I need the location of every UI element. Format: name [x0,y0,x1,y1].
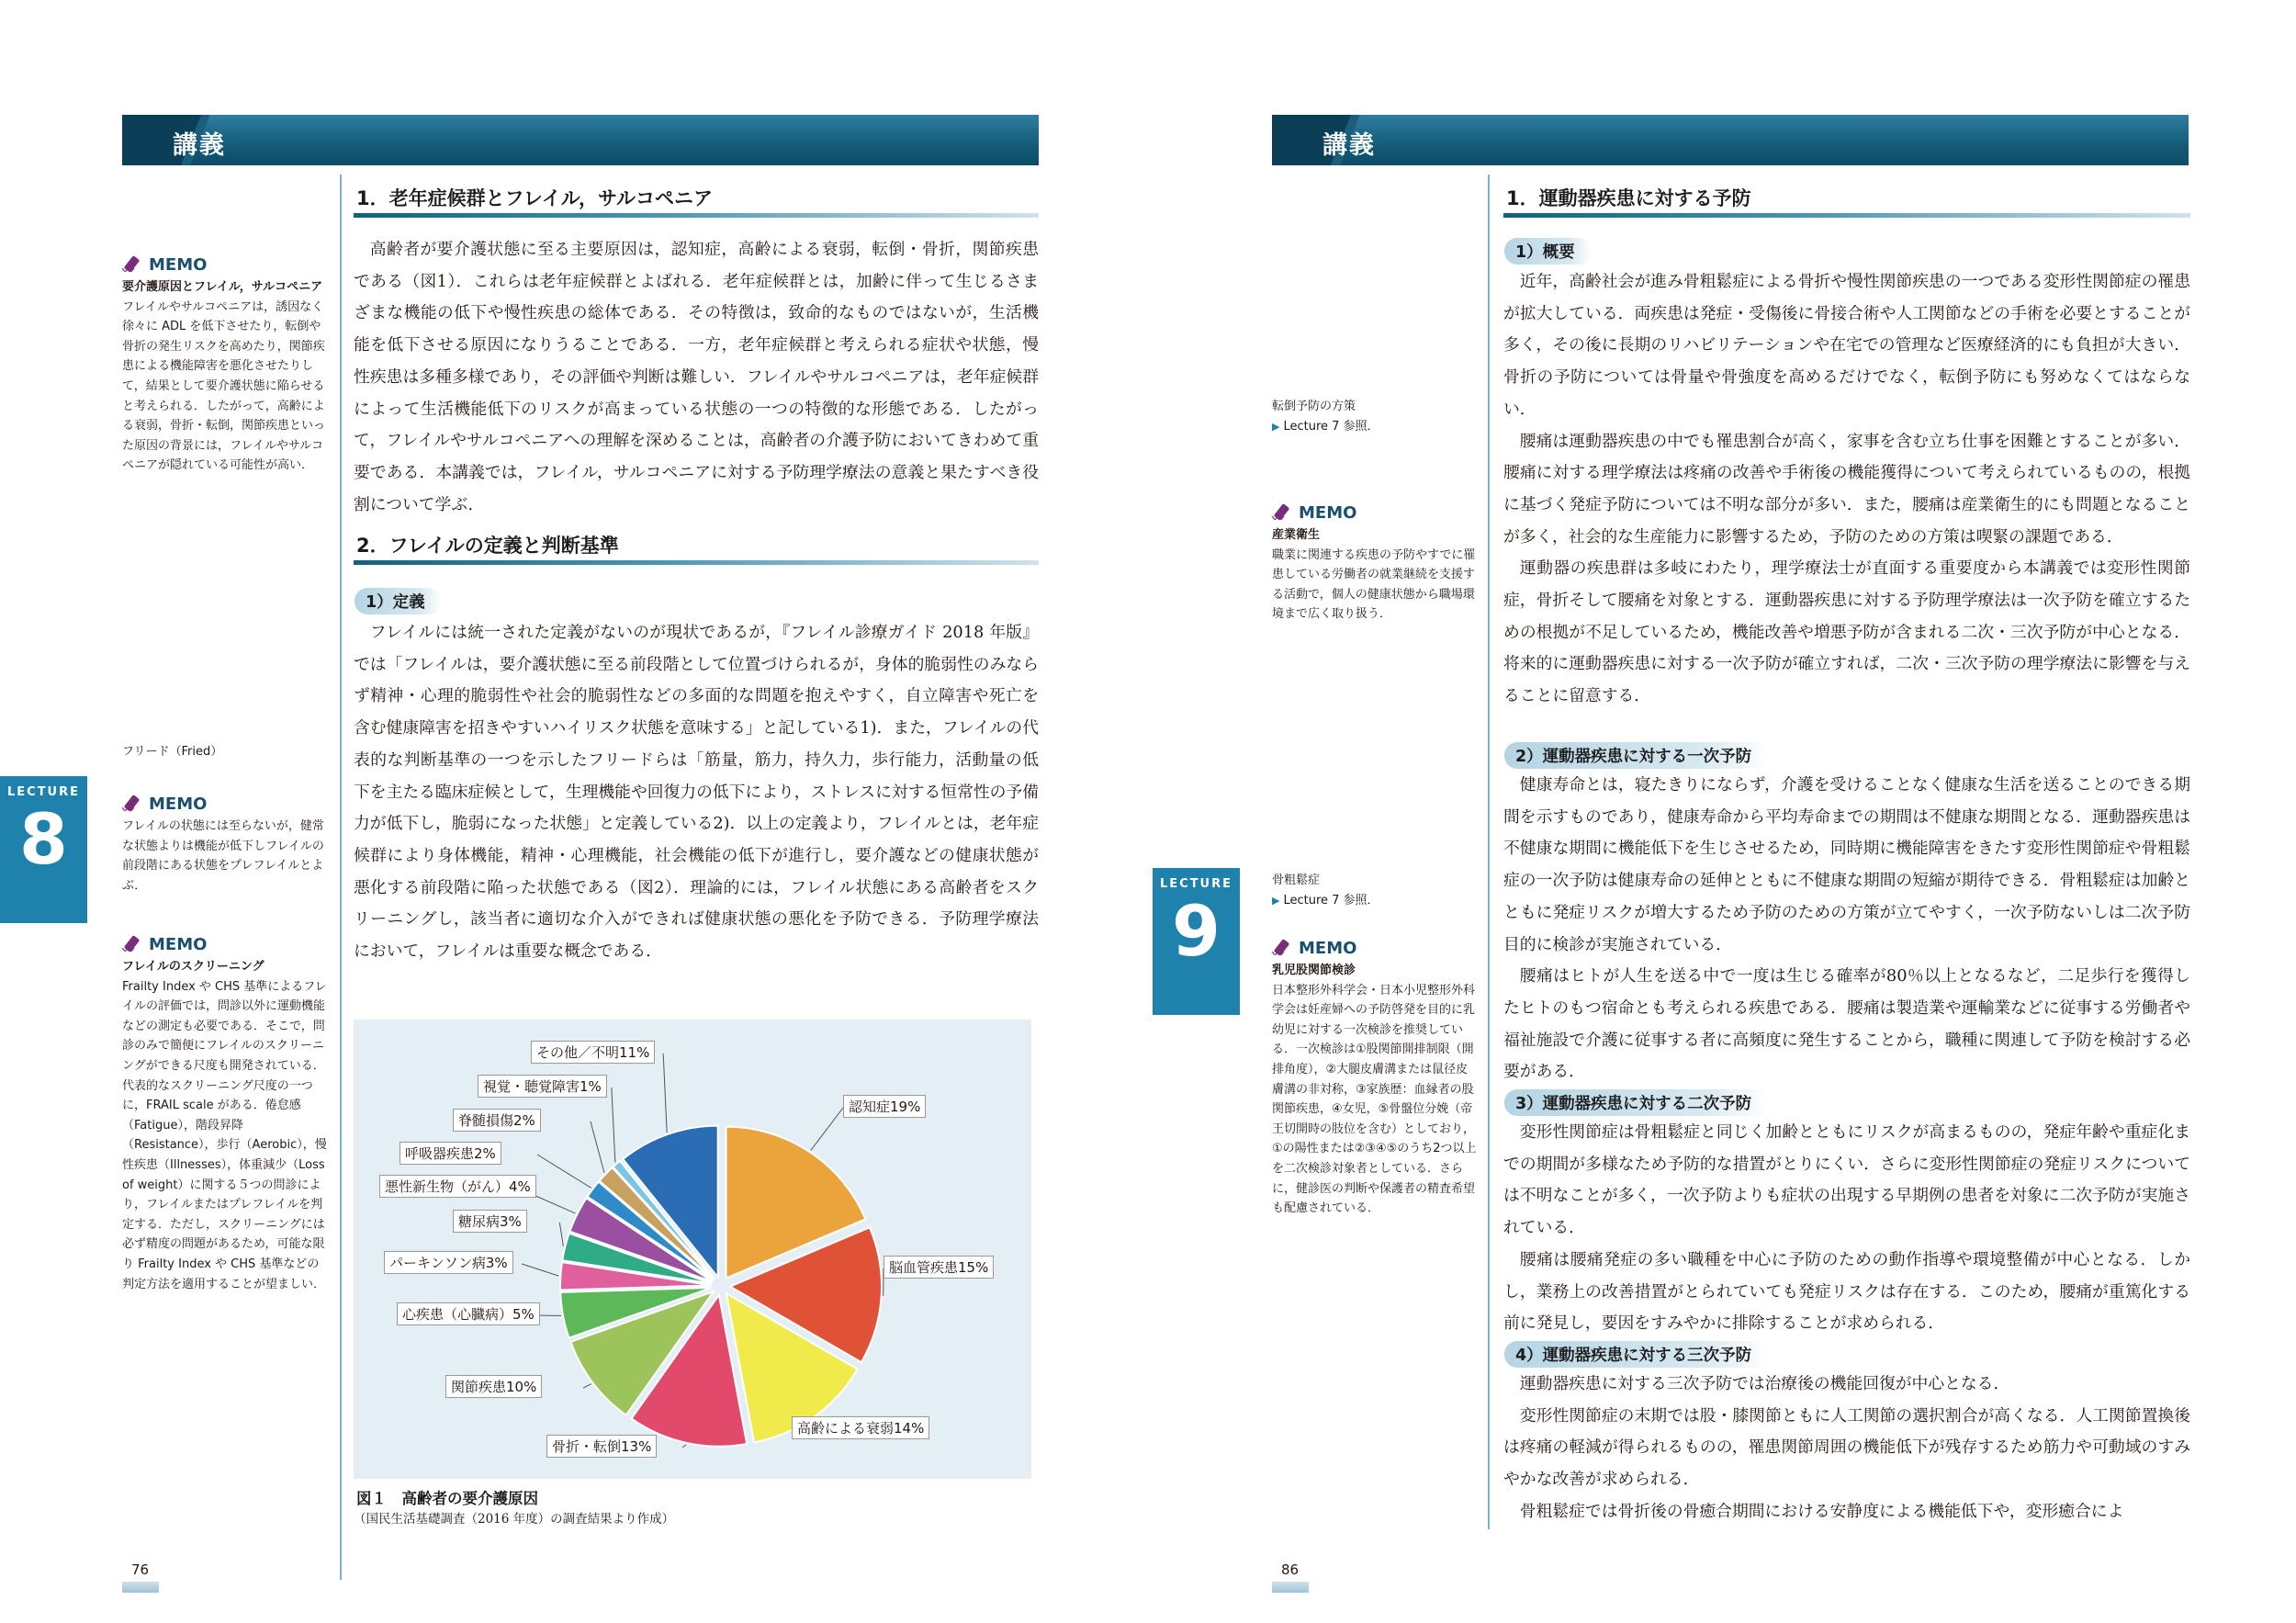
memo-title: 産業衛生 [1272,528,1321,542]
pie-slice-label: 認知症19% [843,1095,926,1118]
pie-leader-line [559,1223,563,1246]
right-paragraph-9: 変形性関節症の末期では股・膝関節ともに人工関節の選択割合が高くなる．人工関節置換後は疼痛の軽減が得られるものの，罹患関節周囲の機能低下が残存するため筋力や可動域のすみやかな改善が求められる． [1503,1405,2190,1490]
pie-slice-label: 糖尿病3% [453,1210,527,1233]
figure-1-box [354,1020,1031,1479]
right-memo-1 [1272,503,1479,625]
memo-title: フレイルのスクリーニング [122,960,264,974]
right-page-number: 86 [1281,1561,1300,1578]
left-paragraph-1 [354,234,1039,521]
figure-1-caption: 図１ 高齢者の要介護原因 [356,1490,538,1507]
pie-leader-line [811,1108,843,1150]
memo-text: フレイルの状態には至らないが，健常な状態よりは機能が低下しフレイルの前段階にある状態をプレフレイルとよぶ． [122,819,324,893]
pie-slice-label: 視覚・聴覚障害1% [478,1075,607,1098]
pie-slice-label: 脳血管疾患15% [884,1256,994,1279]
side-note-title: 転倒予防の方策 [1272,400,1356,413]
right-paragraph-1: 近年，高齢社会が進み骨粗鬆症による骨折や慢性関節疾患の一つである変形性関節症の罹患が拡大している．両疾患は発症・受傷後に骨接合術や人工関節などの手術を必要とすることが多く，その後に長期のリハビリテーションや在宅での管理など医療経済的にも負担が大きい．骨折の予防については骨量や骨強度を高めるだけでなく，転倒予防にも努めなくてはならない． [1503,272,2190,419]
pie-slice-label: 関節疾患10% [445,1375,542,1398]
right-subheading-4: 4）運動器疾患に対する三次予防 [1504,1341,1768,1368]
right-paragraph-5: 腰痛はヒトが人生を送る中で一度は生じる確率が80％以上となるなど，二足歩行を獲得したヒトのもつ宿命とも考えられる疾患である．腰痛は製造業や運輸業などに従事する労働者や福祉施設で介護に従事する者に高頻度に発生することから，職種に関連して予防を検討する必要がある． [1503,966,2190,1082]
pie-slice-label: パーキンソン病3% [384,1251,513,1274]
left-section-bar [122,115,1039,165]
right-paragraph-6: 変形性関節症は骨粗鬆症と同じく加齢とともにリスクが高まるものの，発症年齢や重症化までの期間が多様なため予防的な措置がとりにくい．さらに変形性関節症の発症リスクについては不明なことが多く，一次予防よりも症状の出現する早期例の患者を対象に二次予防が実施されている． [1503,1122,2190,1238]
right-body-block-3 [1503,1117,2190,1340]
lecture-7-reference-link[interactable]: ▶ Lecture 7 参照． [1272,417,1479,437]
pie-leader-line [612,1088,615,1163]
memo-heading [122,795,329,815]
right-heading-1: 1．運動器疾患に対する予防 [1506,187,1751,209]
left-page-number: 76 [131,1561,150,1578]
memo-text: 日本整形外科学会・日本小児整形外科学会は妊産婦への予防啓発を目的に乳幼児に対する一次検診を推奨している．一次検診は①股関節開排制限（開排角度），②大腿皮膚溝または鼠径皮膚溝の非対称，③家族歴：血縁者の股関節疾患，④女児，⑤骨盤位分娩（帝王切開時の肢位を含む）としており，①の陽性または②③④⑤のうち2つ以上を二次検診対象者としている．さらに，健診医の判断や保護者の精査希望も配慮されている． [1272,983,1477,1216]
pie-leader-line [682,1445,686,1448]
left-heading-1: 1．老年症候群とフレイル，サルコペニア [356,187,713,209]
pie-slice-label: 呼吸器疾患2% [400,1142,501,1165]
right-paragraph-2: 腰痛は運動器疾患の中でも罹患割合が高く，家事を含む立ち仕事を困難とすることが多い．腰痛に対する理学療法は疼痛の改善や手術後の機能獲得について考えられているものの，根拠に基づく発症予防については不明な部分が多い．また，腰痛は産業衛生的にも問題となることが多く，社会的な生産能力に影響するため，予防のための方策は喫緊の課題である． [1503,431,2190,547]
right-subheading-3: 3）運動器疾患に対する二次予防 [1504,1089,1768,1116]
memo-heading [122,935,329,958]
right-memo-2 [1272,939,1479,1219]
memo-pen-icon: 〰 [122,795,144,815]
pie-slice-label: その他／不明11% [531,1041,655,1064]
left-column-divider [340,175,342,1580]
badge-label: LECTURE [1159,877,1233,891]
right-body-block-1 [1503,266,2190,713]
pie-slice-label: 骨折・転倒13% [546,1435,657,1458]
left-subheading-definition: 1）定義 [355,588,442,614]
badge-label: LECTURE [6,785,81,799]
badge-number: 9 [1172,890,1221,972]
memo-label: MEMO [149,935,208,955]
right-side-note-1 [1272,397,1479,436]
left-side-fried: フリード（Fried） [122,745,223,759]
memo-label: MEMO [1299,939,1357,959]
right-column-divider [1488,175,1490,1529]
lecture-8-badge [0,776,87,923]
pie-leader-line [591,1121,604,1173]
memo-pen-icon: 〰 [1272,939,1294,959]
left-paragraph-2-text: フレイルには統一された定義がないのが現状であるが，『フレイル診療ガイド 2018 年版』では「フレイルは，要介護状態に至る前段階として位置づけられるが，身体的脆弱性のみならず精神・心理的脆弱性や社会的脆弱性などの多面的な問題を抱えやすく，自立障害や死亡を含む健康障害を招きやすいハイリスク状態を意味する」と記している1)．また，フレイルの代表的な判断基準の一つを示したフリードらは「筋量，筋力，持久力，歩行能力，活動量の低下を主たる臨床症候として，生理機能や回復力の低下により，ストレスに対する恒常性の予備力が低下し，脆弱になった状態」と定義している2)．以上の定義より，フレイルとは，老年症候群により身体機能，精神・心理機能，社会機能の低下が進行し，要介護などの健康状態が悪化する前段階に陥った状態である（図2）．理論的には，フレイル状態にある高齢者をスクリーニングし，該当者に適切な介入ができれば健康状態の悪化を予防できる．予防理学療法において，フレイルは重要な概念である． [354,623,1039,962]
pie-leader-line [583,1384,591,1388]
memo-heading [122,255,329,276]
memo-label: MEMO [149,795,208,815]
memo-title: 乳児股関節検診 [1272,964,1356,977]
left-paragraph-1-text: 高齢者が要介護状態に至る主要原因は，認知症，高齢による衰弱，転倒・骨折，関節疾患である（図1）．これらは老年症候群とよばれる．老年症候群とは，加齢に伴って生じるさまざまな機能の低下や慢性疾患の総体である．その特徴は，致命的なものではないが，生活機能を低下させる原因になりうることである．一方，老年症候群と考えられる症状や状態，慢性疾患は多種多様であり，その評価や判断は難しい．フレイルやサルコペニアは，老年症候群によって生活機能低下のリスクが高まっている状態の一つの特徴的な形態である．したがって，フレイルやサルコペニアへの理解を深めることは，高齢者の介護予防においてきわめて重要である．本講義では，フレイル，サルコペニアに対する予防理学療法の意義と果たすべき役割について学ぶ． [354,240,1039,514]
pie-slice-label: 心疾患（心臓病）5% [397,1302,540,1325]
pie-leader-line [522,1264,558,1276]
pie-slice-label: 悪性新生物（がん）4% [379,1175,536,1198]
right-paragraph-8: 運動器疾患に対する三次予防では治療後の機能回復が中心となる． [1519,1374,2010,1393]
left-page-number-rule [122,1582,159,1593]
memo-heading [1272,503,1479,524]
right-side-note-2 [1272,871,1479,910]
pie-chart [354,1020,1031,1479]
left-memo-1 [122,255,329,476]
right-paragraph-3: 運動器の疾患群は多岐にわたり，理学療法士が直面する重要度から本講義では変形性関節症，骨折そして腰痛を対象とする．運動器疾患に対する予防理学療法は一次予防を確立するための根拠が不足しているため，機能改善や増悪予防が含まれる二次・三次予防が中心となる．将来的に運動器疾患に対する一次予防が確立すれば，二次・三次予防の理学療法に影響を与えることに留意する． [1503,558,2190,706]
right-section-bar [1272,115,2189,165]
right-section-bar-title: 講義 [1322,131,1376,160]
lecture-7-reference-link[interactable]: ▶ Lecture 7 参照． [1272,891,1479,911]
pie-leader-line [537,1155,591,1188]
memo-pen-icon: 〰 [1272,503,1294,524]
right-paragraph-7: 腰痛は腰痛発症の多い職種を中心に予防のための動作指導や環境整備が中心となる．しかし，業務上の改善措置がとられていても発症リスクは存在する．このため，腰痛が重篤化する前に発見し，要因をすみやかに排除することが求められる． [1503,1249,2190,1334]
left-heading-1-rule [354,213,1039,218]
side-note-title: 骨粗鬆症 [1272,873,1321,887]
left-memo-3 [122,935,329,1294]
memo-title: 要介護原因とフレイル，サルコペニア [122,280,323,294]
figure-1-source: （国民生活基礎調査（2016 年度）の調査結果より作成） [354,1512,675,1527]
memo-text: Frailty Index や CHS 基準によるフレイルの評価では，問診以外に運動機能などの測定も必要である．そこで，問診のみで簡便にフレイルのスクリーニングができる尺度も開発されている．代表的なスクリーニング尺度の一つに，FRAIL scale がある．倦怠感（Fatigue），階段昇降（Resistance），歩行（Aerobic），慢性疾患（Illnesses），体重減少（Loss of weight）に関する５つの問診により，フレイルまたはプレフレイルを判定する．ただし，スクリーニングには必ず精度の問題があるため，可能な限り Frailty Index や CHS 基準などの判定方法を適用することが望ましい． [122,979,327,1291]
memo-pen-icon: 〰 [122,255,144,276]
memo-text: フレイルやサルコペニアは，誘因なく徐々に ADL を低下させたり，転倒や骨折の発生リスクを高めたり，関節疾患による機能障害を悪化させたりして，結果として要介護状態に陥らせると考えられる．したがって，高齢による衰弱，骨折・転倒，関節疾患といった原因の背景には，フレイルやサルコペニアが隠れている可能性が高い． [122,299,326,473]
right-body-block-4 [1503,1369,2190,1528]
right-page-number-rule [1272,1582,1309,1593]
left-section-bar-title: 講義 [173,131,226,160]
left-paragraph-2 [354,617,1039,968]
right-subheading-2: 2）運動器疾患に対する一次予防 [1504,742,1768,769]
left-heading-2: 2．フレイルの定義と判断基準 [356,535,619,557]
memo-heading [1272,939,1479,962]
pie-slice-label: 高齢による衰弱14% [792,1416,929,1439]
pie-leader-line [663,1054,667,1133]
memo-label: MEMO [1299,503,1357,524]
right-paragraph-10: 骨粗鬆症では骨折後の骨癒合期間における安静度による機能低下や，変形癒合によ [1519,1501,2124,1521]
memo-label: MEMO [149,255,208,276]
left-heading-2-rule [354,560,1039,565]
left-memo-2 [122,795,329,896]
right-paragraph-4: 健康寿命とは，寝たきりにならず，介護を受けることなく健康な生活を送ることのできる期間を示すものであり，健康寿命から平均寿命までの期間は不健康な期間となる．運動器疾患は不健康な期間に機能低下を生じさせるため，同時期に機能障害をきたす変形性関節症や骨粗鬆症の一次予防は健康寿命の延伸とともに不健康な期間の短縮が期待できる．骨粗鬆症は加齢とともに発症リスクが増大するため予防のための方策が立てやすく，一次予防ないしは二次予防目的に検診が実施されている． [1503,775,2190,954]
right-body-block-2 [1503,770,2190,1088]
pie-slice-label: 脊髄損傷2% [453,1109,541,1132]
lecture-9-badge [1153,868,1240,1015]
memo-text: 職業に関連する疾患の予防やすでに罹患している労働者の就業継続を支援する活動で，個人の健康状態から職場環境まで広く取り扱う． [1272,547,1476,622]
right-heading-1-rule [1503,213,2190,218]
right-subheading-1: 1）概要 [1504,238,1592,265]
memo-pen-icon: 〰 [122,935,144,955]
badge-number: 8 [19,798,68,880]
